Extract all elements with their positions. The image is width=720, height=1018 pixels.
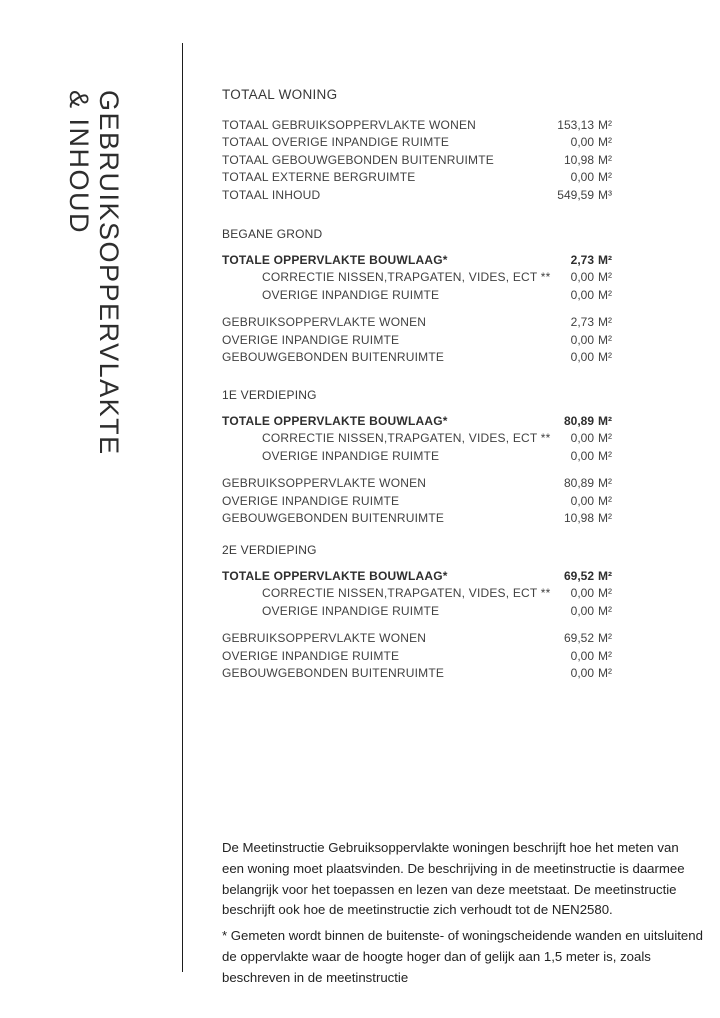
section-rows-resultaat [222, 630, 613, 682]
section-rows-bouwlaag [222, 568, 613, 620]
table-row [222, 413, 613, 430]
row-value: 0,00 [570, 135, 594, 150]
row-unit: M² [598, 135, 612, 150]
row-unit: M² [598, 511, 612, 526]
row-value: 0,00 [570, 170, 594, 185]
row-unit: M² [598, 170, 612, 185]
row-value: 69,52 [563, 569, 594, 583]
table-row [222, 187, 613, 204]
table-row [222, 134, 613, 151]
table-row [222, 332, 613, 349]
section-begane-grond [222, 226, 613, 366]
row-label: GEBRUIKSOPPERVLAKTE WONEN [222, 631, 427, 646]
row-label: GEBOUWGEBONDEN BUITENRUIMTE [222, 666, 445, 681]
section-rows-bouwlaag [222, 252, 613, 304]
table-row [222, 152, 613, 169]
row-label: CORRECTIE NISSEN,TRAPGATEN, VIDES, ECT ** [262, 270, 551, 285]
row-value: 69,52 [563, 631, 594, 646]
table-row [222, 169, 613, 186]
row-label: TOTALE OPPERVLAKTE BOUWLAAG* [222, 414, 448, 428]
row-label: CORRECTIE NISSEN,TRAPGATEN, VIDES, ECT ** [262, 586, 551, 601]
totals-heading: TOTAAL WONING [222, 87, 338, 102]
row-label: OVERIGE INPANDIGE RUIMTE [262, 287, 440, 302]
row-value: 0,00 [570, 270, 594, 285]
section-rows-resultaat [222, 475, 613, 527]
row-unit: M² [598, 631, 612, 646]
row-value: 0,00 [570, 332, 594, 347]
table-row [222, 665, 613, 682]
row-label: GEBOUWGEBONDEN BUITENRUIMTE [222, 511, 445, 526]
row-value: 0,00 [570, 448, 594, 463]
row-label: TOTAAL OVERIGE INPANDIGE RUIMTE [222, 135, 450, 150]
row-unit: M² [598, 414, 612, 428]
table-row [222, 648, 613, 665]
row-value: 153,13 [557, 118, 594, 132]
row-unit: M² [598, 648, 612, 663]
row-unit: M² [598, 350, 612, 365]
section-rows-bouwlaag [222, 413, 613, 465]
table-row [222, 493, 613, 510]
row-unit: M² [598, 431, 612, 446]
row-unit: M² [598, 586, 612, 601]
row-unit: M² [598, 569, 612, 583]
row-label: GEBRUIKSOPPERVLAKTE WONEN [222, 315, 427, 330]
table-row [222, 314, 613, 331]
row-value: 80,89 [563, 414, 594, 428]
row-value: 10,98 [563, 511, 594, 526]
row-label: TOTALE OPPERVLAKTE BOUWLAAG* [222, 253, 448, 267]
row-label: GEBRUIKSOPPERVLAKTE WONEN [222, 476, 427, 491]
row-unit: M² [598, 315, 612, 330]
row-label: OVERIGE INPANDIGE RUIMTE [222, 493, 400, 508]
section-1e-verdieping [222, 387, 613, 527]
page-title-vertical [64, 90, 124, 456]
row-label: TOTAAL EXTERNE BERGRUIMTE [222, 170, 416, 185]
section-heading: 2E VERDIEPING [222, 543, 317, 557]
table-row [222, 630, 613, 647]
table-row [222, 475, 613, 492]
table-row [222, 430, 613, 447]
table-row [222, 269, 613, 286]
totals-section [222, 86, 613, 204]
row-unit: M² [598, 493, 612, 508]
row-value: 0,00 [570, 648, 594, 663]
row-value: 0,00 [570, 350, 594, 365]
row-unit: M² [598, 287, 612, 302]
row-unit: M² [598, 253, 612, 267]
row-unit: M² [598, 270, 612, 285]
table-row [222, 603, 613, 620]
row-unit: M² [598, 118, 612, 132]
row-unit: M² [598, 332, 612, 347]
section-heading: BEGANE GROND [222, 227, 323, 241]
row-value: 0,00 [570, 603, 594, 618]
row-value: 80,89 [563, 476, 594, 491]
section-2e-verdieping [222, 542, 613, 682]
row-unit: M³ [598, 187, 612, 202]
table-row [222, 349, 613, 366]
row-label: GEBOUWGEBONDEN BUITENRUIMTE [222, 350, 445, 365]
page-title-line1: GEBRUIKSOPPERVLAKTE [94, 90, 124, 456]
footer-notes [222, 838, 704, 989]
row-label: TOTAAL GEBOUWGEBONDEN BUITENRUIMTE [222, 152, 494, 167]
row-label: OVERIGE INPANDIGE RUIMTE [222, 648, 400, 663]
row-label: TOTAAL INHOUD [222, 187, 321, 202]
row-label: TOTAAL GEBRUIKSOPPERVLAKTE WONEN [222, 118, 477, 132]
row-value: 0,00 [570, 666, 594, 681]
section-rows-resultaat [222, 314, 613, 366]
row-label: OVERIGE INPANDIGE RUIMTE [262, 603, 440, 618]
table-row [222, 510, 613, 527]
table-row [222, 252, 613, 269]
page-title-line2: & INHOUD [64, 90, 94, 235]
row-unit: M² [598, 152, 612, 167]
row-value: 0,00 [570, 493, 594, 508]
row-value: 0,00 [570, 586, 594, 601]
table-row [222, 585, 613, 602]
table-row [222, 448, 613, 465]
row-value: 10,98 [563, 152, 594, 167]
section-heading: 1E VERDIEPING [222, 388, 317, 402]
row-unit: M² [598, 666, 612, 681]
row-label: OVERIGE INPANDIGE RUIMTE [222, 332, 400, 347]
row-unit: M² [598, 476, 612, 491]
row-label: OVERIGE INPANDIGE RUIMTE [262, 448, 440, 463]
row-value: 549,59 [557, 187, 594, 202]
vertical-divider [182, 43, 183, 972]
row-label: CORRECTIE NISSEN,TRAPGATEN, VIDES, ECT ** [262, 431, 551, 446]
row-value: 2,73 [570, 315, 594, 330]
row-unit: M² [598, 448, 612, 463]
table-row [222, 117, 613, 134]
row-label: TOTALE OPPERVLAKTE BOUWLAAG* [222, 569, 448, 583]
row-unit: M² [598, 603, 612, 618]
table-row [222, 568, 613, 585]
table-row [222, 287, 613, 304]
row-value: 2,73 [570, 253, 594, 267]
totals-rows [222, 117, 613, 204]
meetinstructie-paragraph: De Meetinstructie Gebruiksoppervlakte woningen beschrijft hoe het meten van een woning moet plaatsvinden. De beschrijving in de meetinstructie is daarmee belangrijk voor het toepassen en lezen van deze meetstaat. De meetinstructie beschrijft ook hoe de meetinstructie zich verhoudt tot de NEN2580. [222, 840, 685, 918]
gemeten-footnote-paragraph: * Gemeten wordt binnen de buitenste- of woningscheidende wanden en uitsluitend de oppervlakte waar de hoogte hoger dan of gelijk aan 1,5 meter is, zoals beschreven in de meetinstructie [222, 928, 703, 985]
row-value: 0,00 [570, 287, 594, 302]
row-value: 0,00 [570, 431, 594, 446]
